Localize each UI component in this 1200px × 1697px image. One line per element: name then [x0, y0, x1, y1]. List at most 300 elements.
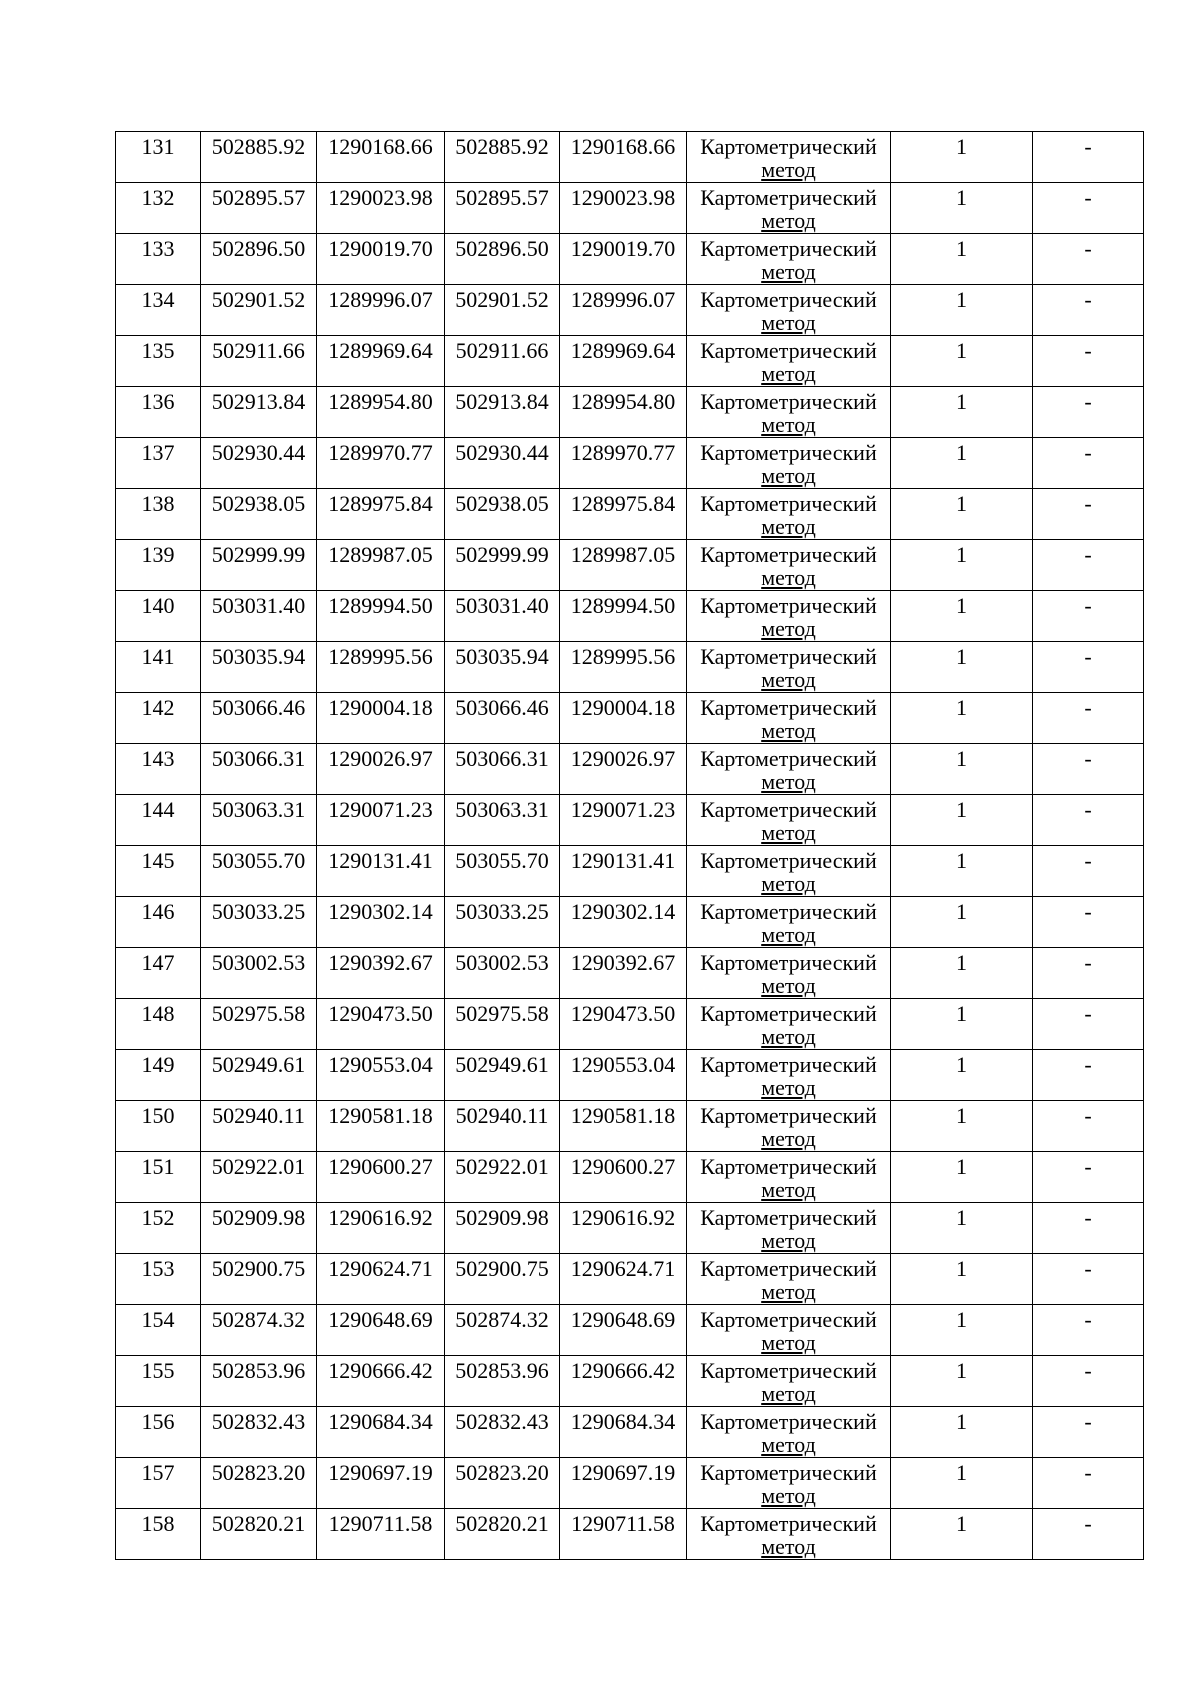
- point-number-value: 152: [141, 1205, 175, 1230]
- accuracy-value: 1: [956, 185, 967, 210]
- point-number-value: 155: [141, 1358, 175, 1383]
- accuracy-value: 1: [956, 644, 967, 669]
- table-row: [116, 540, 1144, 591]
- existing-x-cell: [201, 285, 317, 336]
- note-cell: [1033, 1203, 1144, 1254]
- existing-y-value: 1289987.05: [328, 542, 433, 567]
- new-y-value: 1289970.77: [570, 440, 676, 465]
- existing-y-value: 1290624.71: [328, 1256, 433, 1281]
- new-x-value: 503035.94: [455, 644, 549, 669]
- accuracy-cell: [891, 1356, 1033, 1407]
- accuracy-value: 1: [956, 440, 967, 465]
- new-x-value: 503002.53: [455, 950, 549, 975]
- point-number-value: 132: [141, 185, 175, 210]
- note-value: -: [1084, 1307, 1092, 1332]
- note-cell: [1033, 285, 1144, 336]
- note-value: -: [1084, 1409, 1092, 1434]
- point-number-cell: [116, 1407, 201, 1458]
- method-cell: [687, 387, 891, 438]
- accuracy-value: 1: [956, 593, 967, 618]
- new-y-cell: [560, 1356, 687, 1407]
- accuracy-cell: [891, 489, 1033, 540]
- accuracy-value: 1: [956, 797, 967, 822]
- new-x-value: 502901.52: [455, 287, 549, 312]
- point-number-value: 158: [141, 1511, 175, 1536]
- method-cell: [687, 183, 891, 234]
- note-value: -: [1084, 1358, 1092, 1383]
- table-row: [116, 489, 1144, 540]
- method-line-2: метод: [761, 1381, 816, 1406]
- point-number-cell: [116, 1509, 201, 1560]
- table-row: [116, 1509, 1144, 1560]
- new-x-cell: [445, 1101, 560, 1152]
- point-number-cell: [116, 591, 201, 642]
- existing-y-cell: [317, 1407, 445, 1458]
- table-row: [116, 132, 1144, 183]
- new-y-cell: [560, 438, 687, 489]
- note-value: -: [1084, 1205, 1092, 1230]
- existing-y-cell: [317, 693, 445, 744]
- existing-x-cell: [201, 948, 317, 999]
- new-y-cell: [560, 1050, 687, 1101]
- point-number-value: 131: [141, 134, 175, 159]
- new-x-cell: [445, 1509, 560, 1560]
- accuracy-value: 1: [956, 746, 967, 771]
- new-y-value: 1290019.70: [570, 236, 676, 261]
- existing-x-value: 502820.21: [211, 1511, 306, 1536]
- accuracy-cell: [891, 1305, 1033, 1356]
- new-y-cell: [560, 846, 687, 897]
- new-x-value: 503066.46: [455, 695, 549, 720]
- point-number-value: 133: [141, 236, 175, 261]
- method-line-1: Картометрический: [700, 1001, 877, 1026]
- point-number-value: 137: [141, 440, 175, 465]
- accuracy-cell: [891, 540, 1033, 591]
- existing-y-value: 1290581.18: [328, 1103, 433, 1128]
- existing-y-cell: [317, 1305, 445, 1356]
- method-line-2: метод: [761, 1126, 816, 1151]
- new-y-cell: [560, 795, 687, 846]
- existing-x-value: 502853.96: [211, 1358, 306, 1383]
- new-x-cell: [445, 846, 560, 897]
- accuracy-value: 1: [956, 287, 967, 312]
- new-x-cell: [445, 285, 560, 336]
- note-cell: [1033, 1152, 1144, 1203]
- new-x-value: 502909.98: [455, 1205, 549, 1230]
- existing-y-cell: [317, 948, 445, 999]
- accuracy-value: 1: [956, 236, 967, 261]
- accuracy-value: 1: [956, 695, 967, 720]
- method-cell: [687, 948, 891, 999]
- point-number-value: 147: [141, 950, 175, 975]
- existing-x-cell: [201, 183, 317, 234]
- accuracy-value: 1: [956, 389, 967, 414]
- coordinates-table: [115, 131, 1144, 1560]
- point-number-cell: [116, 693, 201, 744]
- new-y-value: 1290553.04: [570, 1052, 676, 1077]
- new-y-cell: [560, 1407, 687, 1458]
- new-y-cell: [560, 1305, 687, 1356]
- method-line-2: метод: [761, 361, 816, 386]
- accuracy-value: 1: [956, 1256, 967, 1281]
- point-number-cell: [116, 540, 201, 591]
- table-row: [116, 591, 1144, 642]
- existing-x-cell: [201, 744, 317, 795]
- point-number-cell: [116, 234, 201, 285]
- new-y-value: 1289995.56: [570, 644, 676, 669]
- existing-x-value: 502975.58: [211, 1001, 306, 1026]
- existing-y-cell: [317, 132, 445, 183]
- existing-y-value: 1289954.80: [328, 389, 433, 414]
- table-row: [116, 693, 1144, 744]
- new-y-value: 1290026.97: [570, 746, 676, 771]
- method-line-2: метод: [761, 1024, 816, 1049]
- method-cell: [687, 642, 891, 693]
- method-line-1: Картометрический: [700, 1256, 877, 1281]
- note-cell: [1033, 999, 1144, 1050]
- new-x-cell: [445, 132, 560, 183]
- accuracy-value: 1: [956, 338, 967, 363]
- new-x-cell: [445, 183, 560, 234]
- method-line-2: метод: [761, 769, 816, 794]
- table-row: [116, 1203, 1144, 1254]
- existing-y-cell: [317, 387, 445, 438]
- accuracy-value: 1: [956, 848, 967, 873]
- point-number-value: 146: [141, 899, 175, 924]
- existing-y-cell: [317, 1152, 445, 1203]
- existing-y-value: 1290711.58: [328, 1511, 433, 1536]
- point-number-cell: [116, 489, 201, 540]
- existing-y-cell: [317, 795, 445, 846]
- point-number-cell: [116, 132, 201, 183]
- existing-x-value: 503031.40: [211, 593, 306, 618]
- existing-y-value: 1289996.07: [328, 287, 433, 312]
- accuracy-cell: [891, 999, 1033, 1050]
- point-number-value: 144: [141, 797, 175, 822]
- table-row: [116, 1305, 1144, 1356]
- point-number-value: 157: [141, 1460, 175, 1485]
- accuracy-cell: [891, 642, 1033, 693]
- point-number-value: 136: [141, 389, 175, 414]
- new-y-cell: [560, 285, 687, 336]
- existing-y-value: 1290131.41: [328, 848, 433, 873]
- existing-y-cell: [317, 1050, 445, 1101]
- note-value: -: [1084, 440, 1092, 465]
- existing-x-value: 502874.32: [211, 1307, 306, 1332]
- point-number-cell: [116, 846, 201, 897]
- existing-y-cell: [317, 234, 445, 285]
- existing-y-cell: [317, 285, 445, 336]
- new-x-cell: [445, 999, 560, 1050]
- new-y-value: 1290624.71: [570, 1256, 676, 1281]
- point-number-cell: [116, 1050, 201, 1101]
- note-value: -: [1084, 389, 1092, 414]
- table-body: [116, 132, 1144, 1560]
- method-line-1: Картометрический: [700, 1460, 877, 1485]
- method-line-1: Картометрический: [700, 1103, 877, 1128]
- point-number-cell: [116, 387, 201, 438]
- table-row: [116, 234, 1144, 285]
- note-value: -: [1084, 1256, 1092, 1281]
- new-y-cell: [560, 489, 687, 540]
- new-y-value: 1289969.64: [570, 338, 676, 363]
- new-y-value: 1290581.18: [570, 1103, 676, 1128]
- existing-x-cell: [201, 132, 317, 183]
- new-y-value: 1290666.42: [570, 1358, 676, 1383]
- new-y-cell: [560, 693, 687, 744]
- note-value: -: [1084, 1154, 1092, 1179]
- new-x-cell: [445, 540, 560, 591]
- existing-y-value: 1289975.84: [328, 491, 433, 516]
- accuracy-value: 1: [956, 1358, 967, 1383]
- accuracy-cell: [891, 693, 1033, 744]
- new-y-value: 1289996.07: [570, 287, 676, 312]
- existing-x-cell: [201, 846, 317, 897]
- existing-x-cell: [201, 1305, 317, 1356]
- method-cell: [687, 1101, 891, 1152]
- new-x-cell: [445, 234, 560, 285]
- point-number-cell: [116, 336, 201, 387]
- existing-x-cell: [201, 1101, 317, 1152]
- existing-y-cell: [317, 183, 445, 234]
- table-row: [116, 1254, 1144, 1305]
- existing-y-cell: [317, 1458, 445, 1509]
- new-y-value: 1289975.84: [570, 491, 676, 516]
- table-row: [116, 1407, 1144, 1458]
- new-x-cell: [445, 387, 560, 438]
- point-number-cell: [116, 1305, 201, 1356]
- existing-y-cell: [317, 489, 445, 540]
- accuracy-value: 1: [956, 1511, 967, 1536]
- method-line-1: Картометрический: [700, 644, 877, 669]
- method-cell: [687, 846, 891, 897]
- point-number-value: 135: [141, 338, 175, 363]
- existing-y-value: 1290648.69: [328, 1307, 433, 1332]
- method-line-1: Картометрический: [700, 440, 877, 465]
- point-number-cell: [116, 948, 201, 999]
- note-cell: [1033, 846, 1144, 897]
- new-x-value: 502895.57: [455, 185, 549, 210]
- table-row: [116, 183, 1144, 234]
- new-x-value: 502938.05: [455, 491, 549, 516]
- method-line-1: Картометрический: [700, 236, 877, 261]
- note-value: -: [1084, 1460, 1092, 1485]
- existing-x-cell: [201, 1152, 317, 1203]
- new-x-value: 503063.31: [455, 797, 549, 822]
- method-cell: [687, 489, 891, 540]
- method-cell: [687, 1203, 891, 1254]
- accuracy-cell: [891, 336, 1033, 387]
- method-line-2: метод: [761, 1279, 816, 1304]
- existing-y-value: 1290473.50: [328, 1001, 433, 1026]
- note-value: -: [1084, 1001, 1092, 1026]
- method-line-2: метод: [761, 973, 816, 998]
- new-x-cell: [445, 1305, 560, 1356]
- new-y-cell: [560, 1152, 687, 1203]
- new-y-cell: [560, 897, 687, 948]
- table-row: [116, 948, 1144, 999]
- note-cell: [1033, 1356, 1144, 1407]
- method-cell: [687, 693, 891, 744]
- method-line-2: метод: [761, 1483, 816, 1508]
- new-x-cell: [445, 591, 560, 642]
- existing-y-value: 1289970.77: [328, 440, 433, 465]
- method-line-1: Картометрический: [700, 491, 877, 516]
- point-number-value: 141: [141, 644, 175, 669]
- method-cell: [687, 1305, 891, 1356]
- accuracy-value: 1: [956, 1001, 967, 1026]
- existing-y-value: 1289995.56: [328, 644, 433, 669]
- new-x-value: 503031.40: [455, 593, 549, 618]
- new-y-value: 1289994.50: [570, 593, 676, 618]
- method-line-2: метод: [761, 922, 816, 947]
- new-x-value: 502922.01: [455, 1154, 549, 1179]
- accuracy-cell: [891, 948, 1033, 999]
- existing-y-cell: [317, 336, 445, 387]
- point-number-value: 148: [141, 1001, 175, 1026]
- new-x-value: 502949.61: [455, 1052, 549, 1077]
- existing-y-cell: [317, 438, 445, 489]
- method-cell: [687, 540, 891, 591]
- note-cell: [1033, 693, 1144, 744]
- accuracy-value: 1: [956, 1154, 967, 1179]
- existing-x-value: 502911.66: [212, 338, 305, 363]
- point-number-cell: [116, 183, 201, 234]
- method-line-2: метод: [761, 514, 816, 539]
- method-cell: [687, 744, 891, 795]
- new-y-cell: [560, 183, 687, 234]
- existing-y-cell: [317, 897, 445, 948]
- new-y-cell: [560, 1101, 687, 1152]
- existing-x-cell: [201, 1050, 317, 1101]
- accuracy-cell: [891, 438, 1033, 489]
- table-row: [116, 795, 1144, 846]
- accuracy-cell: [891, 744, 1033, 795]
- point-number-value: 140: [141, 593, 175, 618]
- new-y-cell: [560, 1203, 687, 1254]
- note-cell: [1033, 897, 1144, 948]
- note-cell: [1033, 1305, 1144, 1356]
- point-number-cell: [116, 1152, 201, 1203]
- existing-y-value: 1290302.14: [328, 899, 433, 924]
- table-row: [116, 897, 1144, 948]
- note-cell: [1033, 642, 1144, 693]
- accuracy-value: 1: [956, 1460, 967, 1485]
- accuracy-cell: [891, 1407, 1033, 1458]
- note-cell: [1033, 540, 1144, 591]
- method-cell: [687, 1050, 891, 1101]
- method-line-2: метод: [761, 208, 816, 233]
- existing-x-cell: [201, 1254, 317, 1305]
- note-value: -: [1084, 644, 1092, 669]
- existing-y-value: 1290168.66: [328, 134, 433, 159]
- new-x-value: 502874.32: [455, 1307, 549, 1332]
- method-line-2: метод: [761, 1075, 816, 1100]
- note-value: -: [1084, 287, 1092, 312]
- new-x-value: 503055.70: [455, 848, 549, 873]
- accuracy-value: 1: [956, 542, 967, 567]
- method-cell: [687, 234, 891, 285]
- method-cell: [687, 1407, 891, 1458]
- point-number-value: 138: [141, 491, 175, 516]
- existing-y-value: 1290697.19: [328, 1460, 433, 1485]
- new-y-cell: [560, 1458, 687, 1509]
- existing-x-cell: [201, 1458, 317, 1509]
- new-y-value: 1290616.92: [570, 1205, 676, 1230]
- note-cell: [1033, 1509, 1144, 1560]
- new-y-cell: [560, 336, 687, 387]
- existing-x-value: 502913.84: [211, 389, 306, 414]
- method-line-1: Картометрический: [700, 287, 877, 312]
- method-line-2: метод: [761, 412, 816, 437]
- new-y-cell: [560, 744, 687, 795]
- note-cell: [1033, 489, 1144, 540]
- method-line-1: Картометрический: [700, 593, 877, 618]
- new-x-value: 503066.31: [455, 746, 549, 771]
- existing-y-value: 1290666.42: [328, 1358, 433, 1383]
- point-number-value: 150: [141, 1103, 175, 1128]
- method-cell: [687, 132, 891, 183]
- existing-y-value: 1290600.27: [328, 1154, 433, 1179]
- existing-y-value: 1290553.04: [328, 1052, 433, 1077]
- note-cell: [1033, 132, 1144, 183]
- note-value: -: [1084, 134, 1092, 159]
- note-cell: [1033, 795, 1144, 846]
- existing-x-value: 502938.05: [211, 491, 306, 516]
- existing-y-value: 1290684.34: [328, 1409, 433, 1434]
- new-x-value: 502975.58: [455, 1001, 549, 1026]
- new-x-cell: [445, 642, 560, 693]
- existing-y-value: 1290616.92: [328, 1205, 433, 1230]
- method-line-1: Картометрический: [700, 695, 877, 720]
- note-cell: [1033, 1407, 1144, 1458]
- new-x-value: 502832.43: [455, 1409, 549, 1434]
- accuracy-cell: [891, 846, 1033, 897]
- table-row: [116, 1356, 1144, 1407]
- new-y-value: 1290473.50: [570, 1001, 676, 1026]
- note-cell: [1033, 183, 1144, 234]
- note-cell: [1033, 591, 1144, 642]
- method-cell: [687, 285, 891, 336]
- existing-x-value: 502999.99: [211, 542, 306, 567]
- method-line-1: Картометрический: [700, 746, 877, 771]
- new-x-cell: [445, 1203, 560, 1254]
- accuracy-value: 1: [956, 1409, 967, 1434]
- new-x-value: 502930.44: [455, 440, 549, 465]
- method-line-2: метод: [761, 565, 816, 590]
- accuracy-cell: [891, 1050, 1033, 1101]
- new-y-value: 1290131.41: [570, 848, 676, 873]
- method-line-1: Картометрический: [700, 1409, 877, 1434]
- new-y-cell: [560, 1254, 687, 1305]
- table-row: [116, 1050, 1144, 1101]
- table-row: [116, 744, 1144, 795]
- method-line-1: Картометрический: [700, 1052, 877, 1077]
- new-x-cell: [445, 1254, 560, 1305]
- existing-x-value: 503055.70: [211, 848, 306, 873]
- new-y-cell: [560, 540, 687, 591]
- method-cell: [687, 1458, 891, 1509]
- note-value: -: [1084, 848, 1092, 873]
- new-y-value: 1290302.14: [570, 899, 676, 924]
- method-line-1: Картометрический: [700, 185, 877, 210]
- accuracy-cell: [891, 285, 1033, 336]
- existing-y-cell: [317, 744, 445, 795]
- existing-x-value: 502901.52: [211, 287, 306, 312]
- method-line-2: метод: [761, 259, 816, 284]
- accuracy-cell: [891, 1458, 1033, 1509]
- existing-x-value: 503033.25: [211, 899, 306, 924]
